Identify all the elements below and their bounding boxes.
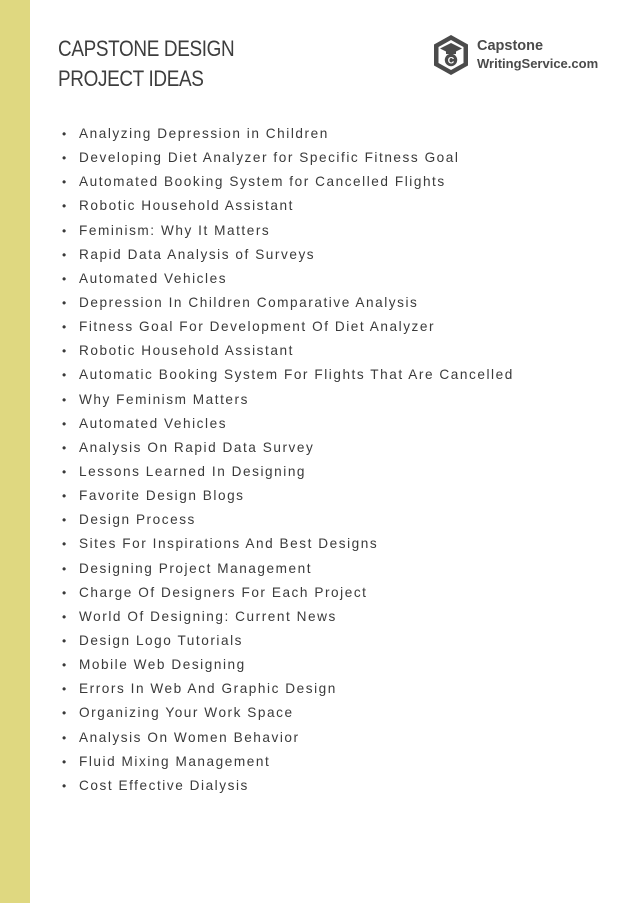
- bullet-icon: •: [62, 127, 67, 141]
- bullet-icon: •: [62, 730, 67, 745]
- list-item-text: Organizing Your Work Space: [79, 705, 294, 721]
- list-item-text: World Of Designing: Current News: [79, 608, 337, 624]
- list-item: [62, 388, 514, 412]
- list-item: [62, 750, 514, 774]
- logo-name: Capstone: [477, 38, 544, 54]
- side-accent-bar: [0, 0, 30, 903]
- bullet-icon: •: [62, 320, 67, 335]
- list-item-text: Cost Effective Dialysis: [79, 777, 249, 793]
- list-item: [62, 339, 514, 363]
- brand-logo[interactable]: [432, 34, 612, 78]
- bullet-icon: •: [62, 464, 67, 479]
- list-item-text: Robotic Household Assistant: [79, 343, 294, 359]
- list-item-text: Lessons Learned In Designing: [79, 463, 307, 479]
- list-item-text: Favorite Design Blogs: [79, 488, 245, 504]
- list-item: [62, 629, 514, 653]
- page-title-line-2: PROJECT IDEAS: [58, 66, 204, 91]
- list-item-text: Feminism: Why It Matters: [79, 222, 271, 238]
- list-item-text: Rapid Data Analysis of Surveys: [79, 246, 316, 262]
- list-item: [62, 291, 514, 315]
- bullet-icon: •: [62, 271, 67, 286]
- svg-text:C: C: [447, 55, 455, 66]
- list-item: [62, 484, 514, 508]
- list-item-text: Design Logo Tutorials: [79, 632, 244, 648]
- bullet-icon: •: [62, 489, 67, 504]
- bullet-icon: •: [62, 440, 67, 455]
- list-item-text: Fluid Mixing Management: [79, 753, 271, 769]
- list-item: [62, 774, 514, 798]
- bullet-icon: •: [62, 151, 67, 166]
- bullet-icon: •: [62, 513, 67, 528]
- list-item-text: Errors In Web And Graphic Design: [79, 681, 337, 697]
- list-item: [62, 170, 514, 194]
- bullet-icon: •: [62, 609, 67, 624]
- logo-subtitle: WritingService.com: [477, 56, 599, 71]
- list-item-text: Charge Of Designers For Each Project: [79, 584, 368, 600]
- list-item: [62, 315, 514, 339]
- bullet-icon: •: [62, 199, 67, 214]
- list-item: [62, 532, 514, 556]
- page-title-line-1: CAPSTONE DESIGN: [58, 36, 235, 61]
- list-item-text: Design Process: [79, 512, 196, 528]
- bullet-icon: •: [62, 706, 67, 721]
- list-item-text: Developing Diet Analyzer for Specific Fitness Goal: [79, 150, 460, 166]
- list-item: [62, 146, 514, 170]
- bullet-icon: •: [62, 344, 67, 359]
- bullet-icon: •: [62, 754, 67, 769]
- bullet-icon: •: [62, 392, 67, 407]
- list-item: [62, 726, 514, 750]
- bullet-icon: •: [62, 561, 67, 576]
- list-item: [62, 581, 514, 605]
- list-item-text: Analysis On Rapid Data Survey: [79, 439, 315, 455]
- idea-list: [62, 122, 514, 798]
- bullet-icon: •: [62, 368, 67, 383]
- bullet-icon: •: [62, 223, 67, 238]
- list-item-text: Sites For Inspirations And Best Designs: [79, 536, 379, 552]
- list-item-text: Depression In Children Comparative Analysis: [79, 294, 419, 310]
- list-item: [62, 701, 514, 725]
- list-item: [62, 122, 514, 146]
- list-item: [62, 508, 514, 532]
- list-item: [62, 677, 514, 701]
- list-item: [62, 460, 514, 484]
- bullet-icon: •: [62, 778, 67, 793]
- list-item: [62, 605, 514, 629]
- list-item: [62, 363, 514, 387]
- list-item: [62, 653, 514, 677]
- list-item-text: Robotic Household Assistant: [79, 198, 294, 214]
- bullet-icon: •: [62, 633, 67, 648]
- list-item-text: Automatic Booking System For Flights That Are Cancelled: [79, 367, 514, 383]
- list-item: [62, 557, 514, 581]
- list-item-text: Automated Booking System for Cancelled Flights: [79, 174, 446, 190]
- bullet-icon: •: [62, 658, 67, 673]
- bullet-icon: •: [62, 175, 67, 190]
- list-item-text: Designing Project Management: [79, 560, 313, 576]
- list-item-text: Automated Vehicles: [79, 415, 228, 431]
- list-item-text: Analyzing Depression in Children: [79, 126, 329, 141]
- list-item: [62, 436, 514, 460]
- list-item: [62, 194, 514, 218]
- bullet-icon: •: [62, 585, 67, 600]
- list-item: [62, 267, 514, 291]
- list-item-text: Mobile Web Designing: [79, 657, 246, 673]
- list-item-text: Fitness Goal For Development Of Diet Analyzer: [79, 319, 436, 335]
- list-item-text: Why Feminism Matters: [79, 391, 249, 407]
- bullet-icon: •: [62, 537, 67, 552]
- list-item: [62, 412, 514, 436]
- list-item: [62, 243, 514, 267]
- bullet-icon: •: [62, 247, 67, 262]
- bullet-icon: •: [62, 682, 67, 697]
- list-item-text: Automated Vehicles: [79, 270, 228, 286]
- bullet-icon: •: [62, 295, 67, 310]
- graduation-cap-icon: [432, 34, 470, 76]
- list-item-text: Analysis On Women Behavior: [79, 729, 300, 745]
- list-item: [62, 219, 514, 243]
- bullet-icon: •: [62, 416, 67, 431]
- page-title: [58, 34, 234, 94]
